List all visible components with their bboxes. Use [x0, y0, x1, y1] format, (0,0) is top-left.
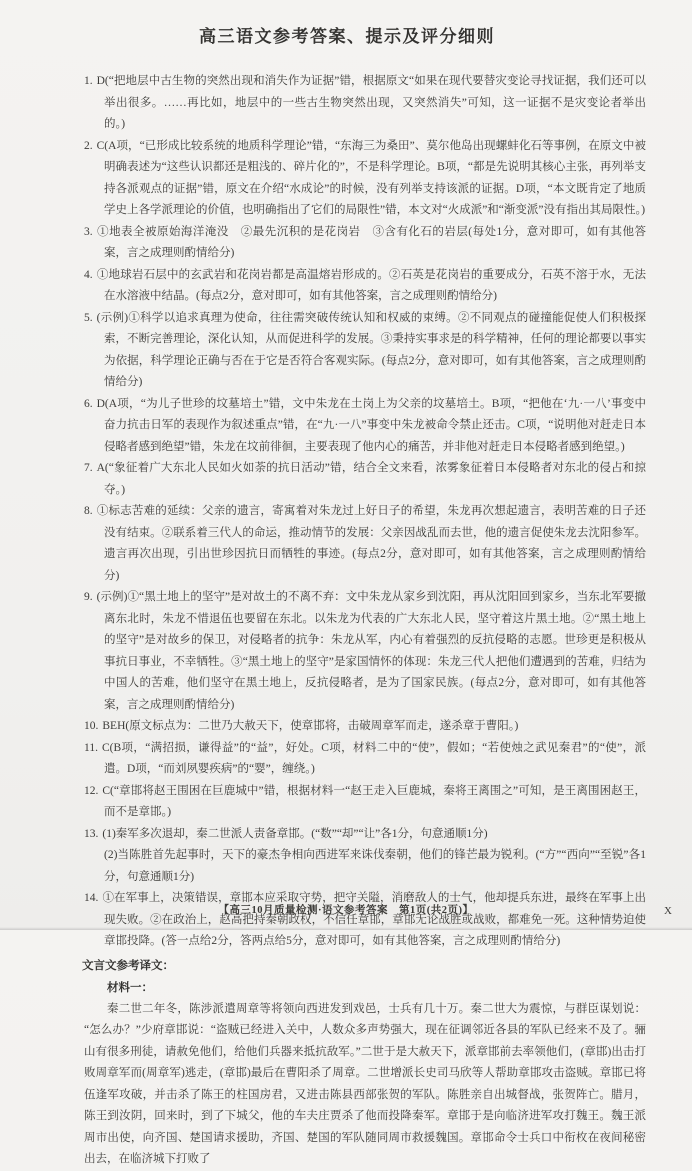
answer-number: 3. — [84, 225, 93, 238]
answer-list — [84, 71, 646, 953]
answer-number: 12. — [84, 784, 99, 797]
answer-line: 1. D(“把地层中古生物的突然出现和消失作为证据”错，根据原文“如果在现代要替灾变论寻找证据，我们还可以举出很多。……再比如，地层中的一些古生物突然出现，又突然消失”可知，这一证据不是灾变论者举出的。) — [84, 75, 646, 130]
answer-line: 10. BEH(原文标点为：二世乃大赦天下，使章邯将，击破周章军而走，遂杀章于曹阳。) — [84, 720, 519, 732]
answer-number: 8. — [84, 505, 93, 517]
answer-item — [84, 738, 646, 781]
answer-item — [84, 824, 646, 889]
answer-line: 9. (示例)①“黑土地上的坚守”是对故土的不离不弃：文中朱龙从家乡到沈阳，再从沈阳回到家乡，当东北军要撤离东北时，朱龙不惜退伍也要留在东北。以朱龙为代表的广大东北人民，坚守着这片黑土地。②“黑土地上的坚守”是对故乡的保卫，对侵略者的抗争：朱龙从军，内心有着强烈的反抗侵略的志愿。世珍更是积极从事抗日事业，不幸牺牲。③“黑土地上的坚守”是家国情怀的体现：朱龙三代人把他们遭遇到的苦难，归结为中国人的苦难，他们坚守在黑土地上，反抗侵略者，是为了国家民族。(每点2分，意对即可，如有其他答案，言之成理则酌情给分) — [84, 591, 646, 711]
answer-item — [84, 222, 646, 265]
translation-paragraph: 秦二世二年冬，陈涉派遣周章等将领向西进发到戏邑，士兵有几十万。秦二世大为震惊，与群臣谋划说：“怎么办？”少府章邯说：“盗贼已经进入关中，人数众多声势强大，现在征调邻近各县的军队已经来不及了。骊山有很多刑徒，请赦免他们，给他们兵器来抵抗敌军。”二世于是大赦天下，派章邯前去率领他们，(章邯)出击打败周章军而(周章军)逃走，(章邯)最后在曹阳杀了周章。二世增派长史司马欣等人帮助章邯攻击盗贼。章邯已将伍逢军攻破，并击杀了陈王的柱国房君，又进击陈县西部张贺的军队。陈胜亲自出城督战，张贺阵亡。腊月，陈王到汝阴，回来时，到了下城父，他的车夫庄贾杀了他而投降秦军。章邯于是向临济进军攻打魏王。魏王派周市出使，向齐国、楚国请求援助，齐国、楚国的军队随同周市救援魏国。章邯命令士兵口中衔枚在夜间秘密出去，在临济城下打败了 — [84, 1002, 646, 1165]
answer-number: 9. — [84, 591, 93, 603]
answer-line: 12. C(“章邯将赵王围困在巨鹿城中”错，根据材料一“赵王走入巨鹿城，秦将王离围之”可知，是王离围困赵王，而不是章邯。) — [84, 784, 646, 818]
answer-number: 11. — [84, 741, 98, 754]
answer-number: 1. — [84, 75, 93, 87]
answer-item — [84, 71, 646, 136]
answer-line: 5. (示例)①科学以追求真理为使命，往往需突破传统认知和权威的束缚。②不同观点的碰撞能促使人们积极探索，不断完善理论，深化认知，从而促进科学的发展。③秉持实事求是的科学精神，任何的理论都要以事实为依据，科学理论正确与否在于它是否符合客观实际。(每点2分，意对即可，如有其他答案，言之成理则酌情给分) — [84, 311, 646, 388]
answer-number: 5. — [84, 311, 93, 324]
answer-item — [84, 308, 646, 394]
answer-item — [84, 394, 646, 459]
answer-line: 13. (1)秦军多次退却，秦二世派人责备章邯。(“数”“却”“让”各1分，句意通顺1分) — [84, 827, 488, 840]
translation-section — [84, 955, 646, 1171]
answer-item — [84, 501, 646, 587]
page-title: 高三语文参考答案、提示及评分细则 — [199, 27, 495, 46]
answer-line: 8. ①标志苦难的延续：父亲的遗言，寄寓着对朱龙过上好日子的希望，朱龙再次想起遗言，表明苦难的日子还没有结束。②联系着三代人的命运，推动情节的发展：父亲因战乱而去世，他的遗言促使朱龙去沈阳参军。遗言再次出现，引出世珍因抗日而牺牲的事迹。(每点2分，意对即可，如有其他答案，言之成理则酌情给分) — [84, 505, 646, 582]
answer-line: 6. D(A项，“为儿子世珍的坟墓培土”错，文中朱龙在土岗上为父亲的坟墓培土。B项，“把他在‘九·一八’事变中奋力抗击日军的表现作为叙述重点”错，在“九·一八”事变中朱龙被命令禁止还击。C项，“说明他对赶走日本侵略者感到绝望”错，朱龙在坟前徘徊，主要表现了他内心的痛苦，并非他对赶走日本侵略者感到绝望。) — [84, 397, 646, 453]
answer-line: 2. C(A项，“已形成比较系统的地质科学理论”错，“东海三为桑田”、莫尔他岛出现螺蚌化石等事例，在原文中被明确表述为“这些认识都还是粗浅的、碎片化的”，不是科学理论。B项，“都是先说明其核心主张，再列举支持各派观点的证据”错，原文在介绍“水成论”的时候，没有列举支持该派的证据。D项，“本文既肯定了地质学史上各学派理论的价值，也明确指出了它们的局限性”错，本文对“火成派”和“渐变派”没有指出其局限性。) — [84, 139, 646, 216]
answer-number: 10. — [84, 720, 99, 732]
answer-item — [84, 888, 646, 953]
answer-number: 2. — [84, 139, 93, 152]
answer-number: 7. — [84, 462, 93, 474]
page-footer: 【高三10月质量检测·语文参考答案 第1页(共2页)】 — [218, 905, 474, 916]
answer-number: 14. — [84, 892, 99, 904]
material-one-label: 材料一： — [107, 981, 153, 994]
answer-item — [84, 136, 646, 222]
page-corner-mark: X — [664, 905, 672, 917]
answer-line: 7. A(“象征着广大东北人民如火如荼的抗日活动”错，结合全文来看，浓雾象征着日本侵略者对东北的侵占和掠夺。) — [84, 462, 646, 496]
answer-number: 13. — [84, 827, 99, 840]
answer-number: 4. — [84, 268, 93, 281]
answer-line: 4. ①地球岩石层中的玄武岩和花岗岩都是高温熔岩形成的。②石英是花岗岩的重要成分，石英不溶于水，无法在水溶液中结晶。(每点2分，意对即可，如有其他答案，言之成理则酌情给分) — [84, 268, 646, 302]
answer-line: 3. ①地表全被原始海洋淹没 ②最先沉积的是花岗岩 ③含有化石的岩层(每处1分，意对即可，如有其他答案，言之成理则酌情给分) — [84, 225, 646, 259]
answer-item — [84, 781, 646, 824]
translation-heading: 文言文参考译文： — [82, 959, 174, 972]
answer-item — [84, 716, 646, 738]
answer-item — [84, 587, 646, 716]
answer-line: 11. C(B项，“满招损，谦得益”的“益”，好处。C项，材料二中的“使”，假如；“若使烛之武见秦君”的“使”，派遣。D项，“而刘夙婴疾病”的“婴”，缠绕。) — [84, 741, 646, 775]
answer-line: 14. ①在军事上，决策错误，章邯本应采取守势，把守关隘，消磨敌人的士气，他却提兵东进，最终在军事上出现失败。②在政治上，赵高把持秦朝政权，不信任章邯，章邯无论战胜或战败，都难免一死。这种情势迫使章邯投降。(答一点给2分，答两点给5分，意对即可，如有其他答案，言之成理则酌情给分) — [84, 892, 646, 947]
answer-item — [84, 458, 646, 501]
answer-number: 6. — [84, 397, 93, 410]
answer-item — [84, 265, 646, 308]
answer-line: (2)当陈胜首先起事时，天下的豪杰争相向西进军来诛伐秦朝，他们的锋芒最为锐利。(“方”“西向”“至锐”各1分，句意通顺1分) — [104, 849, 646, 883]
